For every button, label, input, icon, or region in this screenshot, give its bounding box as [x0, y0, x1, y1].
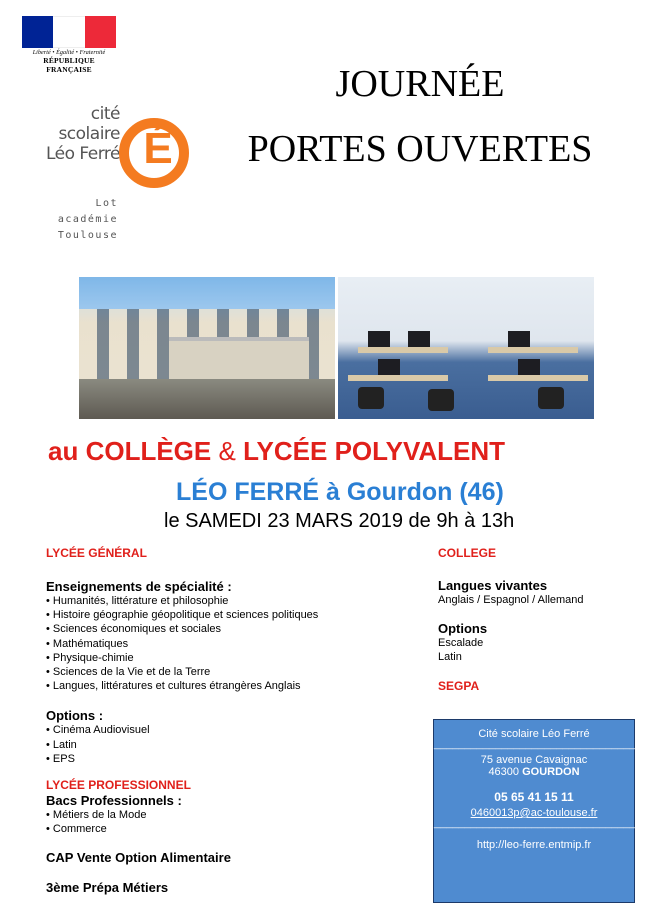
option-item: • EPS [46, 752, 75, 765]
left-column [46, 546, 426, 895]
option-item: • Cinéma Audiovisuel [46, 724, 150, 737]
headline-date: le SAMEDI 23 MARS 2019 de 9h à 13h [164, 510, 515, 532]
contact-name: Cité scolaire Léo Ferré [478, 728, 590, 740]
college-option-item: Escalade [438, 637, 484, 650]
rf-republic: RÉPUBLIQUE FRANÇAISE [43, 56, 95, 74]
spec-item: • Physique-chimie [46, 651, 134, 664]
cite-logo-letter: É [143, 124, 173, 173]
bac-item: • Métiers de la Mode [46, 809, 147, 822]
bac-item: • Commerce [46, 823, 107, 836]
cite-scolaire-logo [34, 96, 184, 256]
cite-logo-academie: académie [57, 214, 118, 225]
spec-item: • Humanités, littérature et philosophie [46, 595, 229, 607]
cite-logo-text [46, 104, 120, 164]
contact-postcode: 46300 [488, 766, 520, 778]
langues-title: Langues vivantes [438, 578, 548, 593]
lycee-pro-heading: LYCÉE PROFESSIONNEL [46, 778, 191, 793]
options-title: Options : [46, 708, 104, 724]
spec-item: • Sciences de la Vie et de la Terre [46, 666, 211, 679]
title-line2: PORTES OUVERTES [247, 128, 593, 170]
contact-city: GOURDON [522, 766, 580, 778]
cite-logo-lot [58, 196, 118, 244]
headline-school: LÉO FERRÉ à Gourdon (46) [176, 478, 504, 506]
cite-logo-line3: Léo Ferré [45, 144, 120, 164]
contact-website-link[interactable]: http://leo-ferre.entmip.fr [476, 839, 592, 851]
school-building-photo [79, 277, 335, 419]
cite-logo-line2: scolaire [58, 124, 120, 144]
headline-college: au COLLÈGE [48, 436, 212, 466]
spec-item: • Langues, littératures et cultures étrangères Anglais [46, 680, 301, 693]
contact-separator: _________________________________ [434, 817, 636, 829]
cite-logo-toulouse: Toulouse [57, 230, 118, 241]
spec-item: • Mathématiques [46, 637, 129, 650]
classroom-photo [338, 277, 594, 419]
contact-separator: _________________________________ [434, 738, 636, 750]
rf-motto: Liberté • Égalité • Fraternité [32, 50, 106, 56]
cite-logo-lot-text: Lot [95, 198, 118, 209]
headline-establishment [48, 436, 505, 467]
segpa-heading: SEGPA [438, 678, 480, 693]
title-line1: JOURNÉE [335, 63, 505, 105]
spec-item: • Sciences économiques et sociales [46, 623, 222, 636]
contact-email-link[interactable]: 0460013p@ac-toulouse.fr [470, 807, 598, 819]
contact-street: 75 avenue Cavaignac [480, 754, 588, 766]
right-column [438, 546, 658, 693]
spec-title: Enseignements de spécialité : [46, 579, 232, 594]
cap-title: CAP Vente Option Alimentaire [46, 850, 231, 866]
option-item: • Latin [46, 738, 77, 751]
marianne-flag-icon [22, 16, 116, 48]
republique-francaise-logo [22, 16, 116, 74]
contact-phone: 05 65 41 15 11 [494, 790, 574, 804]
college-option-item: Latin [438, 651, 462, 664]
headline-amp: & [218, 436, 236, 466]
headline-lycee: LYCÉE POLYVALENT [243, 436, 506, 466]
contact-city-line [434, 766, 634, 778]
bacs-title: Bacs Professionnels : [46, 793, 182, 809]
college-heading: COLLEGE [438, 546, 497, 560]
cite-logo-line1: cité [90, 104, 120, 124]
contact-box [433, 719, 635, 903]
langues-list: Anglais / Espagnol / Allemand [438, 594, 584, 606]
spec-item: • Histoire géographie géopolitique et sciences politiques [46, 609, 319, 622]
lycee-general-heading: LYCÉE GÉNÉRAL [46, 546, 147, 560]
college-options-title: Options [438, 621, 488, 637]
prepa-title: 3ème Prépa Métiers [46, 880, 169, 896]
